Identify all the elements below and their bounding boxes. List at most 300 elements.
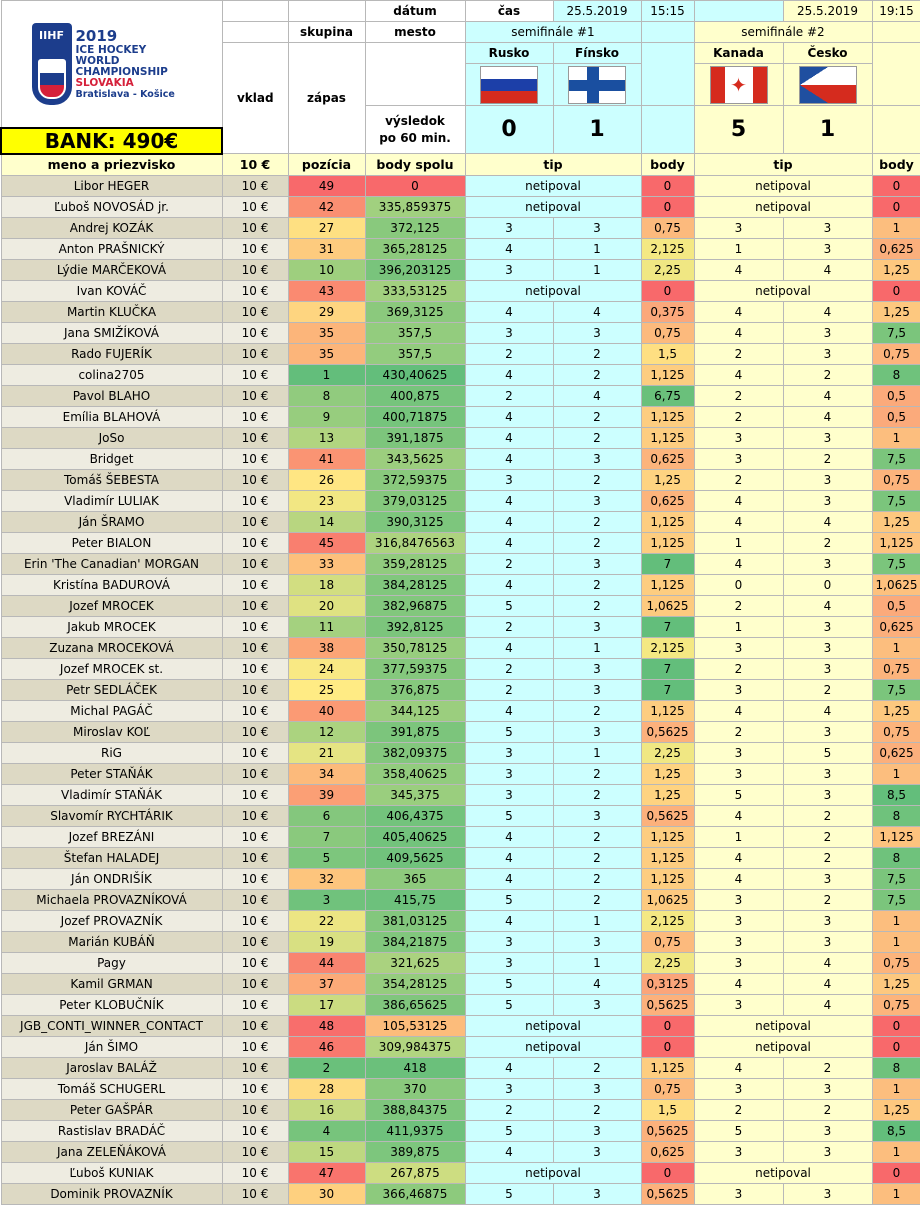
position-cell: 10 <box>288 260 365 281</box>
tip1-home: 4 <box>465 827 553 848</box>
total-points-cell: 406,4375 <box>365 806 465 827</box>
column-header-row <box>1 154 920 176</box>
championship-logo <box>1 1 222 128</box>
position-cell: 42 <box>288 197 365 218</box>
table-row <box>1 764 920 785</box>
tip1-cell: netipoval <box>465 1163 641 1184</box>
points2-cell: 7,5 <box>872 449 920 470</box>
tip1-away: 3 <box>553 1079 641 1100</box>
tip2-home: 4 <box>694 554 783 575</box>
points2-cell: 0 <box>872 176 920 197</box>
stake-cell: 10 € <box>222 344 288 365</box>
tip1-home: 2 <box>465 659 553 680</box>
player-name: RiG <box>1 743 222 764</box>
player-name: Jana ZELEŇÁKOVÁ <box>1 1142 222 1163</box>
position-cell: 35 <box>288 323 365 344</box>
tip1-home: 2 <box>465 617 553 638</box>
tip2-away: 2 <box>783 365 872 386</box>
tip1-away: 1 <box>553 953 641 974</box>
points1-cell: 7 <box>641 659 694 680</box>
stake-cell: 10 € <box>222 470 288 491</box>
tip1-away: 3 <box>553 680 641 701</box>
tip1-home: 5 <box>465 890 553 911</box>
points1-cell: 6,75 <box>641 386 694 407</box>
col-points1: body <box>641 154 694 176</box>
tip2-away: 3 <box>783 869 872 890</box>
tip1-home: 3 <box>465 470 553 491</box>
tip1-home: 4 <box>465 365 553 386</box>
tip2-away: 2 <box>783 449 872 470</box>
tip2-home: 1 <box>694 239 783 260</box>
total-points-cell: 359,28125 <box>365 554 465 575</box>
points2-cell: 0,5 <box>872 596 920 617</box>
player-name: Lýdie MARČEKOVÁ <box>1 260 222 281</box>
table-row <box>1 869 920 890</box>
tip2-away: 4 <box>783 302 872 323</box>
player-name: Erin 'The Canadian' MORGAN <box>1 554 222 575</box>
table-row <box>1 197 920 218</box>
match2-time: 19:15 <box>872 1 920 22</box>
total-points-cell: 357,5 <box>365 344 465 365</box>
tip1-home: 4 <box>465 575 553 596</box>
position-cell: 13 <box>288 428 365 449</box>
match1-date: 25.5.2019 <box>553 1 641 22</box>
tip2-cell: netipoval <box>694 176 872 197</box>
total-points-cell: 372,125 <box>365 218 465 239</box>
tip1-home: 3 <box>465 323 553 344</box>
points1-cell: 1,125 <box>641 428 694 449</box>
logo-line2: WORLD <box>75 54 120 67</box>
total-points-cell: 316,8476563 <box>365 533 465 554</box>
points1-cell: 2,125 <box>641 638 694 659</box>
table-row <box>1 491 920 512</box>
player-name: Jakub MROCEK <box>1 617 222 638</box>
tip2-home: 5 <box>694 785 783 806</box>
tip2-home: 3 <box>694 953 783 974</box>
tip1-away: 3 <box>553 932 641 953</box>
table-row <box>1 1016 920 1037</box>
player-name: Zuzana MROCEKOVÁ <box>1 638 222 659</box>
tip1-away: 2 <box>553 470 641 491</box>
tip2-home: 5 <box>694 1121 783 1142</box>
tip1-home: 4 <box>465 512 553 533</box>
tip2-home: 3 <box>694 995 783 1016</box>
points2-cell: 0,5 <box>872 386 920 407</box>
player-name: Jozef PROVAZNÍK <box>1 911 222 932</box>
total-points-cell: 388,84375 <box>365 1100 465 1121</box>
position-cell: 12 <box>288 722 365 743</box>
points2-cell: 0 <box>872 1163 920 1184</box>
position-cell: 16 <box>288 1100 365 1121</box>
player-name: Jozef MROCEK st. <box>1 659 222 680</box>
tip2-away: 3 <box>783 470 872 491</box>
logo-line1: ICE HOCKEY <box>75 43 147 56</box>
tip2-away: 3 <box>783 344 872 365</box>
tip2-home: 3 <box>694 449 783 470</box>
stake-cell: 10 € <box>222 491 288 512</box>
tip2-home: 4 <box>694 491 783 512</box>
table-row <box>1 848 920 869</box>
total-points-cell: 357,5 <box>365 323 465 344</box>
player-name: Martin KLUČKA <box>1 302 222 323</box>
stake-cell: 10 € <box>222 1016 288 1037</box>
tip1-away: 3 <box>553 218 641 239</box>
tip2-home: 4 <box>694 260 783 281</box>
tip2-away: 3 <box>783 1121 872 1142</box>
points1-cell: 1,125 <box>641 827 694 848</box>
stake-cell: 10 € <box>222 722 288 743</box>
position-cell: 4 <box>288 1121 365 1142</box>
points2-cell: 1 <box>872 638 920 659</box>
stake-cell: 10 € <box>222 848 288 869</box>
total-points-cell: 418 <box>365 1058 465 1079</box>
position-cell: 11 <box>288 617 365 638</box>
player-name: Ľuboš KUNIAK <box>1 1163 222 1184</box>
position-cell: 23 <box>288 491 365 512</box>
tip2-home: 3 <box>694 1079 783 1100</box>
points2-cell: 0,625 <box>872 743 920 764</box>
tip2-home: 4 <box>694 512 783 533</box>
table-row <box>1 701 920 722</box>
points1-cell: 2,25 <box>641 260 694 281</box>
points2-cell: 1,25 <box>872 302 920 323</box>
table-row <box>1 596 920 617</box>
player-name: Ľuboš NOVOSÁD jr. <box>1 197 222 218</box>
tip1-away: 2 <box>553 365 641 386</box>
total-points-cell: 267,875 <box>365 1163 465 1184</box>
points1-cell: 1,125 <box>641 575 694 596</box>
total-points-cell: 389,875 <box>365 1142 465 1163</box>
tip2-away: 4 <box>783 260 872 281</box>
position-cell: 20 <box>288 596 365 617</box>
points2-cell: 1 <box>872 764 920 785</box>
tip2-home: 3 <box>694 680 783 701</box>
total-points-cell: 376,875 <box>365 680 465 701</box>
tip2-home: 3 <box>694 1184 783 1205</box>
player-name: Michaela PROVAZNÍKOVÁ <box>1 890 222 911</box>
stake-cell: 10 € <box>222 890 288 911</box>
position-cell: 37 <box>288 974 365 995</box>
tip1-away: 1 <box>553 743 641 764</box>
total-points-cell: 365,28125 <box>365 239 465 260</box>
tip2-away: 4 <box>783 995 872 1016</box>
tip1-home: 3 <box>465 218 553 239</box>
player-name: Jozef BREZÁNI <box>1 827 222 848</box>
position-cell: 30 <box>288 1184 365 1205</box>
match1-team2: Fínsko <box>553 43 641 64</box>
points2-cell: 0,5 <box>872 407 920 428</box>
points1-cell: 7 <box>641 680 694 701</box>
points1-cell: 7 <box>641 617 694 638</box>
tip1-home: 5 <box>465 995 553 1016</box>
tip1-away: 3 <box>553 449 641 470</box>
player-name: Michal PAGÁČ <box>1 701 222 722</box>
table-row <box>1 365 920 386</box>
points1-cell: 0 <box>641 281 694 302</box>
tip1-away: 2 <box>553 344 641 365</box>
table-row <box>1 638 920 659</box>
tip2-away: 5 <box>783 743 872 764</box>
stake-cell: 10 € <box>222 323 288 344</box>
total-points-cell: 400,875 <box>365 386 465 407</box>
tip1-home: 4 <box>465 449 553 470</box>
position-cell: 18 <box>288 575 365 596</box>
stake-cell: 10 € <box>222 638 288 659</box>
points1-cell: 2,125 <box>641 911 694 932</box>
tip2-away: 3 <box>783 1142 872 1163</box>
points2-cell: 1,125 <box>872 827 920 848</box>
table-row <box>1 1184 920 1205</box>
stake-cell: 10 € <box>222 239 288 260</box>
tip2-away: 4 <box>783 512 872 533</box>
table-row <box>1 806 920 827</box>
tip1-home: 4 <box>465 1058 553 1079</box>
position-cell: 22 <box>288 911 365 932</box>
label-cas: čas <box>465 1 553 22</box>
tip2-away: 3 <box>783 218 872 239</box>
total-points-cell: 384,21875 <box>365 932 465 953</box>
tip1-home: 5 <box>465 1184 553 1205</box>
tip2-home: 2 <box>694 1100 783 1121</box>
logo-country: SLOVAKIA <box>75 76 134 89</box>
iihf-logo-icon: IIHF <box>32 23 72 105</box>
tip2-home: 3 <box>694 218 783 239</box>
stake-cell: 10 € <box>222 617 288 638</box>
total-points-cell: 386,65625 <box>365 995 465 1016</box>
total-points-cell: 430,40625 <box>365 365 465 386</box>
table-row <box>1 1142 920 1163</box>
stake-cell: 10 € <box>222 1100 288 1121</box>
tip1-away: 2 <box>553 533 641 554</box>
table-row <box>1 260 920 281</box>
points1-cell: 1,125 <box>641 848 694 869</box>
tip2-away: 2 <box>783 1058 872 1079</box>
player-name: Jana SMIŽÍKOVÁ <box>1 323 222 344</box>
total-points-cell: 391,875 <box>365 722 465 743</box>
position-cell: 45 <box>288 533 365 554</box>
tip2-away: 2 <box>783 848 872 869</box>
stake-cell: 10 € <box>222 974 288 995</box>
tip1-home: 4 <box>465 911 553 932</box>
table-row <box>1 680 920 701</box>
player-name: Peter BIALON <box>1 533 222 554</box>
points1-cell: 0,3125 <box>641 974 694 995</box>
position-cell: 33 <box>288 554 365 575</box>
points1-cell: 1,0625 <box>641 596 694 617</box>
flag-finland-icon <box>568 66 626 104</box>
points1-cell: 2,125 <box>641 239 694 260</box>
tip2-home: 2 <box>694 407 783 428</box>
table-row <box>1 1163 920 1184</box>
points2-cell: 0 <box>872 1037 920 1058</box>
tip1-away: 2 <box>553 1058 641 1079</box>
tip1-home: 3 <box>465 932 553 953</box>
table-row <box>1 911 920 932</box>
points1-cell: 0,5625 <box>641 806 694 827</box>
points2-cell: 1 <box>872 1184 920 1205</box>
points2-cell: 1 <box>872 1079 920 1100</box>
tip1-away: 2 <box>553 1100 641 1121</box>
stake-cell: 10 € <box>222 785 288 806</box>
points2-cell: 0,625 <box>872 617 920 638</box>
table-row <box>1 176 920 197</box>
position-cell: 44 <box>288 953 365 974</box>
position-cell: 38 <box>288 638 365 659</box>
tip1-home: 4 <box>465 869 553 890</box>
stake-cell: 10 € <box>222 1037 288 1058</box>
total-points-cell: 409,5625 <box>365 848 465 869</box>
tip2-home: 3 <box>694 428 783 449</box>
match1-score2: 1 <box>553 106 641 154</box>
stake-cell: 10 € <box>222 701 288 722</box>
tip2-home: 4 <box>694 1058 783 1079</box>
tip2-away: 4 <box>783 407 872 428</box>
points1-cell: 1,125 <box>641 1058 694 1079</box>
tip1-home: 4 <box>465 428 553 449</box>
points1-cell: 1,5 <box>641 344 694 365</box>
stake-cell: 10 € <box>222 1121 288 1142</box>
position-cell: 31 <box>288 239 365 260</box>
label-vysledok: výsledok po 60 min. <box>365 106 465 154</box>
stake-cell: 10 € <box>222 1163 288 1184</box>
table-row <box>1 302 920 323</box>
player-name: Vladimír STAŇÁK <box>1 785 222 806</box>
stake-cell: 10 € <box>222 281 288 302</box>
position-cell: 1 <box>288 365 365 386</box>
tip1-home: 4 <box>465 1142 553 1163</box>
points2-cell: 0,75 <box>872 470 920 491</box>
stake-cell: 10 € <box>222 533 288 554</box>
points2-cell: 0,75 <box>872 344 920 365</box>
tip2-home: 0 <box>694 575 783 596</box>
tip1-away: 2 <box>553 827 641 848</box>
match1-time: 15:15 <box>641 1 694 22</box>
player-name: Pagy <box>1 953 222 974</box>
points2-cell: 0,75 <box>872 659 920 680</box>
tip2-away: 3 <box>783 785 872 806</box>
points2-cell: 1,25 <box>872 701 920 722</box>
points2-cell: 1 <box>872 932 920 953</box>
table-row <box>1 1100 920 1121</box>
table-row <box>1 386 920 407</box>
stake-cell: 10 € <box>222 575 288 596</box>
points2-cell: 1,25 <box>872 512 920 533</box>
table-row <box>1 323 920 344</box>
logo-line3: CHAMPIONSHIP <box>75 65 168 78</box>
tip2-away: 3 <box>783 554 872 575</box>
tip2-home: 2 <box>694 722 783 743</box>
points2-cell: 8 <box>872 806 920 827</box>
tip1-away: 2 <box>553 701 641 722</box>
stake-cell: 10 € <box>222 911 288 932</box>
tip1-away: 3 <box>553 722 641 743</box>
points2-cell: 0 <box>872 1016 920 1037</box>
tip2-home: 4 <box>694 806 783 827</box>
table-row <box>1 428 920 449</box>
points1-cell: 1,125 <box>641 701 694 722</box>
tip1-cell: netipoval <box>465 1016 641 1037</box>
table-row <box>1 1121 920 1142</box>
points2-cell: 1,25 <box>872 1100 920 1121</box>
points2-cell: 8,5 <box>872 1121 920 1142</box>
stake-cell: 10 € <box>222 806 288 827</box>
tip1-away: 3 <box>553 617 641 638</box>
player-name: Ján ŠIMO <box>1 1037 222 1058</box>
tip2-away: 2 <box>783 680 872 701</box>
position-cell: 15 <box>288 1142 365 1163</box>
points2-cell: 7,5 <box>872 323 920 344</box>
tip1-home: 4 <box>465 533 553 554</box>
logo-year: 2019 <box>75 26 118 45</box>
total-points-cell: 358,40625 <box>365 764 465 785</box>
table-row <box>1 785 920 806</box>
points1-cell: 0,625 <box>641 449 694 470</box>
match2-score1: 5 <box>694 106 783 154</box>
table-row <box>1 344 920 365</box>
tip1-home: 5 <box>465 1121 553 1142</box>
total-points-cell: 105,53125 <box>365 1016 465 1037</box>
player-name: JGB_CONTI_WINNER_CONTACT <box>1 1016 222 1037</box>
points1-cell: 0,75 <box>641 932 694 953</box>
total-points-cell: 345,375 <box>365 785 465 806</box>
tip1-away: 3 <box>553 806 641 827</box>
position-cell: 49 <box>288 176 365 197</box>
total-points-cell: 343,5625 <box>365 449 465 470</box>
tip1-away: 2 <box>553 575 641 596</box>
player-name: Kristína BADUROVÁ <box>1 575 222 596</box>
points1-cell: 0 <box>641 197 694 218</box>
tip1-cell: netipoval <box>465 197 641 218</box>
player-name: Tomáš ŠEBESTA <box>1 470 222 491</box>
table-row <box>1 554 920 575</box>
points2-cell: 1 <box>872 1142 920 1163</box>
tip2-home: 1 <box>694 827 783 848</box>
tip1-away: 2 <box>553 785 641 806</box>
points2-cell: 0,75 <box>872 995 920 1016</box>
tip2-home: 4 <box>694 323 783 344</box>
col-points2: body <box>872 154 920 176</box>
tip2-home: 1 <box>694 617 783 638</box>
tip2-cell: netipoval <box>694 1163 872 1184</box>
tip2-away: 4 <box>783 596 872 617</box>
col-tip2: tip <box>694 154 872 176</box>
total-points-cell: 390,3125 <box>365 512 465 533</box>
stake-cell: 10 € <box>222 218 288 239</box>
tip2-away: 2 <box>783 890 872 911</box>
position-cell: 43 <box>288 281 365 302</box>
table-row <box>1 743 920 764</box>
table-row <box>1 995 920 1016</box>
table-row <box>1 827 920 848</box>
tip1-home: 4 <box>465 302 553 323</box>
tip2-away: 2 <box>783 827 872 848</box>
points1-cell: 1,0625 <box>641 890 694 911</box>
table-row <box>1 449 920 470</box>
tip1-home: 2 <box>465 386 553 407</box>
position-cell: 24 <box>288 659 365 680</box>
tip2-away: 4 <box>783 974 872 995</box>
total-points-cell: 381,03125 <box>365 911 465 932</box>
table-row <box>1 1079 920 1100</box>
position-cell: 9 <box>288 407 365 428</box>
tip2-away: 3 <box>783 1079 872 1100</box>
table-row <box>1 281 920 302</box>
tip1-home: 4 <box>465 848 553 869</box>
tip2-away: 3 <box>783 911 872 932</box>
points1-cell: 1,125 <box>641 407 694 428</box>
position-cell: 27 <box>288 218 365 239</box>
points1-cell: 0 <box>641 1163 694 1184</box>
